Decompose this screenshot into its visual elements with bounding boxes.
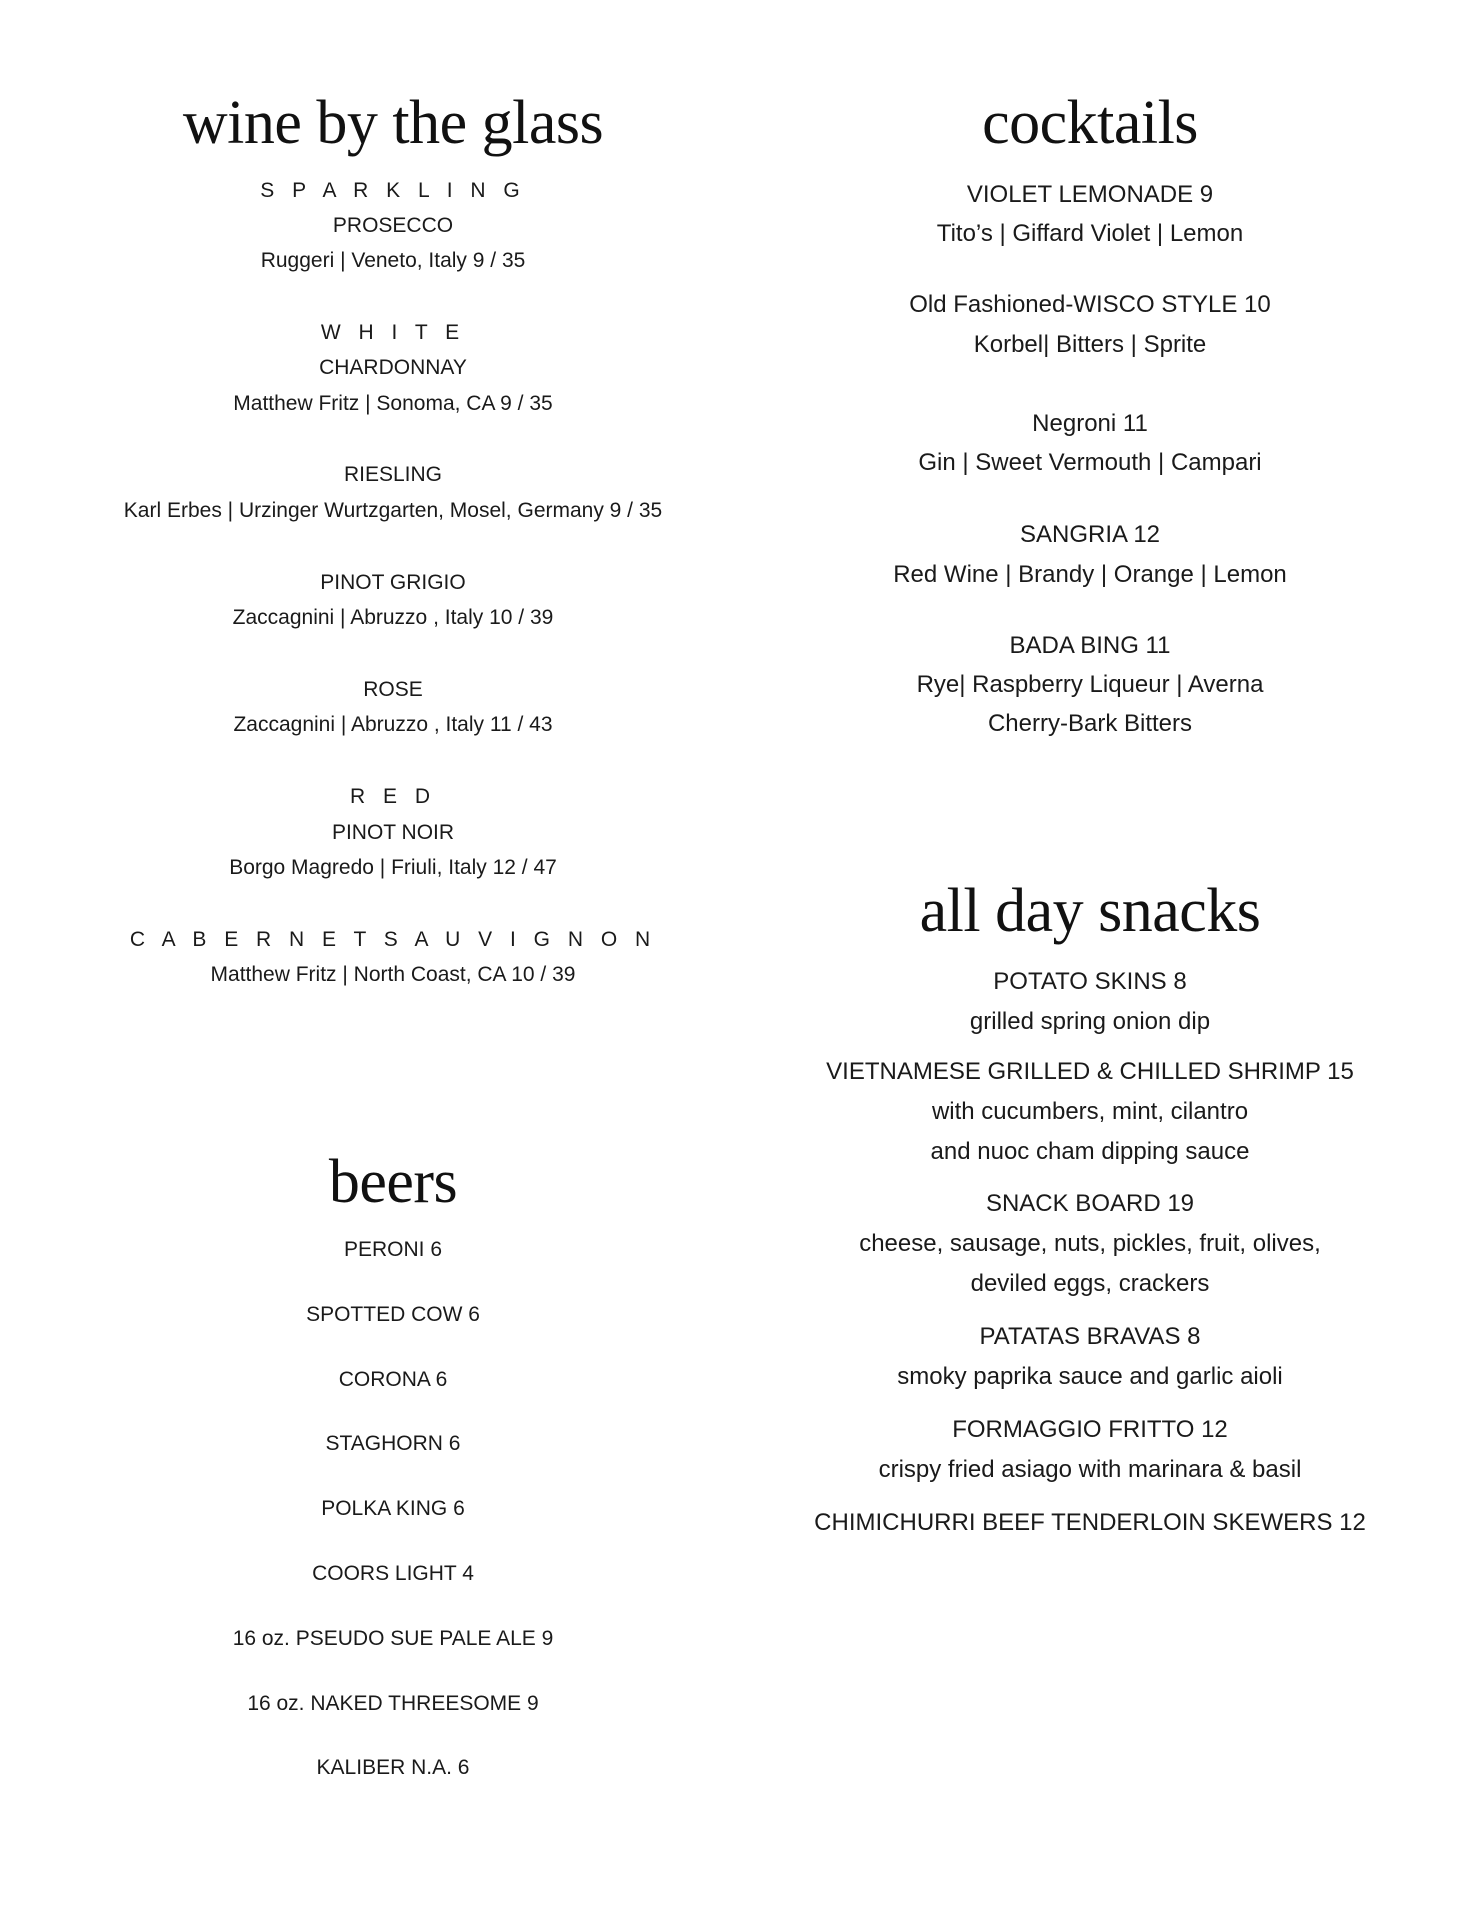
prosecco-name: PROSECCO (332, 214, 454, 237)
patatas-bravas-name: PATATAS BRAVAS 8 (979, 1323, 1201, 1350)
snacks-heading: all day snacks (919, 877, 1261, 945)
beer-item: 16 oz. NAKED THREESOME 9 (247, 1692, 539, 1715)
cabernet-label: C A B E R N E T S A U V I G N O N (129, 928, 657, 951)
beer-item: PERONI 6 (343, 1238, 443, 1261)
sparkling-label: S P A R K L I N G (260, 179, 526, 202)
beer-item: 16 oz. PSEUDO SUE PALE ALE 9 (232, 1627, 554, 1650)
wine-heading: wine by the glass (182, 89, 604, 157)
riesling-detail: Karl Erbes | Urzinger Wurtzgarten, Mosel, Germany 9 / 35 (123, 499, 663, 522)
negroni-detail: Gin | Sweet Vermouth | Campari (918, 449, 1262, 476)
violet-lemonade-name: VIOLET LEMONADE 9 (966, 181, 1214, 208)
snack-board-detail-1: cheese, sausage, nuts, pickles, fruit, olives, (859, 1230, 1321, 1257)
pinot-grigio-detail: Zaccagnini | Abruzzo , Italy 10 / 39 (232, 606, 554, 629)
riesling-name: RIESLING (343, 463, 443, 486)
red-label: R E D (349, 785, 436, 808)
shrimp-detail-1: with cucumbers, mint, cilantro (931, 1098, 1249, 1125)
potato-skins-detail: grilled spring onion dip (969, 1008, 1211, 1035)
shrimp-detail-2: and nuoc cham dipping sauce (930, 1138, 1250, 1165)
pinot-noir-name: PINOT NOIR (331, 821, 455, 844)
bada-bing-name: BADA BING 11 (1009, 632, 1171, 659)
formaggio-fritto-name: FORMAGGIO FRITTO 12 (952, 1416, 1228, 1443)
negroni-name: Negroni 11 (1032, 410, 1148, 437)
prosecco-detail: Ruggeri | Veneto, Italy 9 / 35 (260, 249, 526, 272)
potato-skins-name: POTATO SKINS 8 (993, 968, 1187, 995)
cabernet-detail: Matthew Fritz | North Coast, CA 10 / 39 (210, 963, 576, 986)
rose-name: ROSE (363, 678, 423, 701)
patatas-bravas-detail: smoky paprika sauce and garlic aioli (897, 1363, 1283, 1390)
formaggio-fritto-detail: crispy fried asiago with marinara & basil (878, 1456, 1302, 1483)
pinot-grigio-name: PINOT GRIGIO (320, 571, 466, 594)
shrimp-name: VIETNAMESE GRILLED & CHILLED SHRIMP 15 (826, 1058, 1354, 1085)
bada-bing-detail-2: Cherry-Bark Bitters (987, 710, 1193, 737)
old-fashioned-detail: Korbel| Bitters | Sprite (973, 331, 1207, 358)
beer-item: KALIBER N.A. 6 (316, 1756, 470, 1779)
sangria-detail: Red Wine | Brandy | Orange | Lemon (893, 561, 1287, 588)
old-fashioned-name: Old Fashioned-WISCO STYLE 10 (909, 291, 1271, 318)
chardonnay-name: CHARDONNAY (319, 356, 467, 379)
snack-board-detail-2: deviled eggs, crackers (970, 1270, 1210, 1297)
violet-lemonade-detail: Tito’s | Giffard Violet | Lemon (936, 220, 1244, 247)
beers-heading: beers (328, 1148, 458, 1216)
beer-item: STAGHORN 6 (325, 1432, 461, 1455)
sangria-name: SANGRIA 12 (1019, 521, 1161, 548)
beer-item: COORS LIGHT 4 (312, 1562, 474, 1585)
beer-item: POLKA KING 6 (321, 1497, 465, 1520)
white-label: W H I T E (320, 321, 466, 344)
bada-bing-detail-1: Rye| Raspberry Liqueur | Averna (916, 671, 1264, 698)
beer-item: SPOTTED COW 6 (306, 1303, 480, 1326)
snack-board-name: SNACK BOARD 19 (985, 1190, 1195, 1217)
pinot-noir-detail: Borgo Magredo | Friuli, Italy 12 / 47 (229, 856, 557, 879)
cocktails-heading: cocktails (982, 89, 1198, 157)
skewers-name: CHIMICHURRI BEEF TENDERLOIN SKEWERS 12 (814, 1509, 1366, 1536)
chardonnay-detail: Matthew Fritz | Sonoma, CA 9 / 35 (233, 392, 553, 415)
rose-detail: Zaccagnini | Abruzzo , Italy 11 / 43 (233, 713, 553, 736)
beer-item: CORONA 6 (338, 1368, 448, 1391)
